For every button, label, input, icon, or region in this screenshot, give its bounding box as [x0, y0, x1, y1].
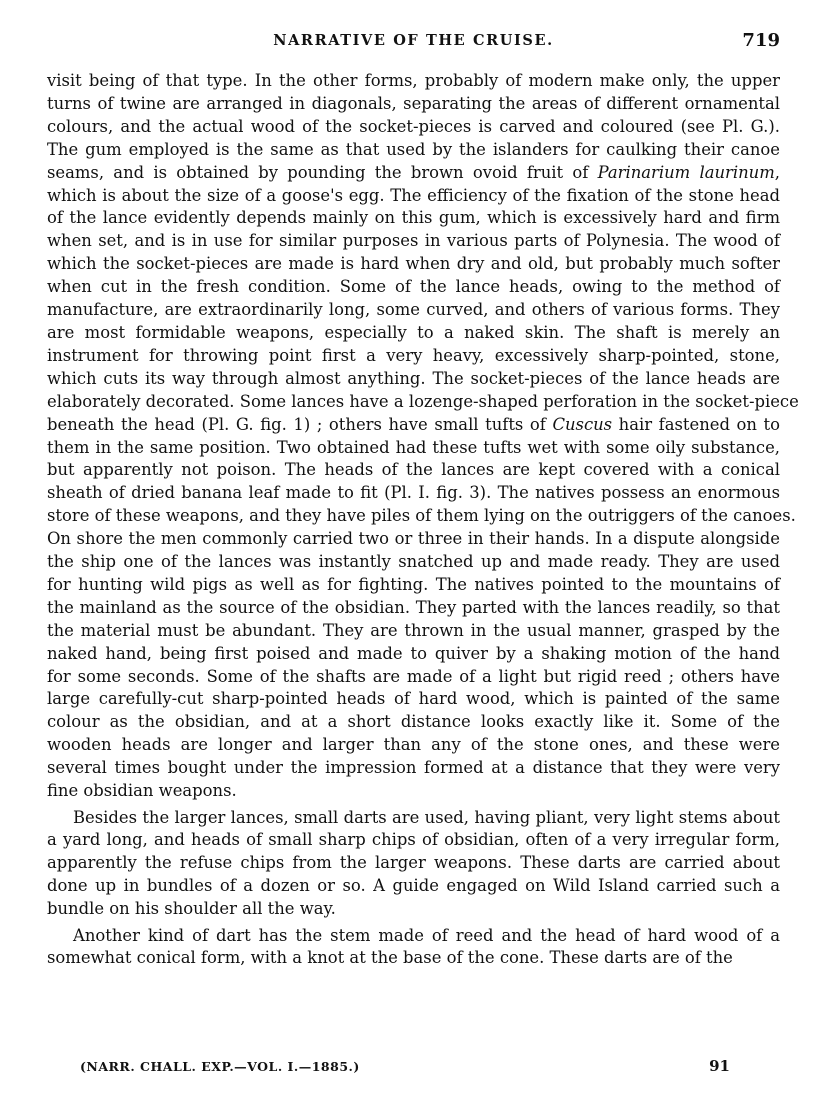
- text-line: Besides the larger lances, small darts are used, having pliant, very light stems about: [73, 807, 780, 827]
- text-line: apparently the refuse chips from the larger weapons. These darts are carried about: [47, 853, 780, 873]
- paragraph: [47, 807, 780, 922]
- text-line: large carefully-cut sharp-pointed heads of hard wood, which is painted of the same: [47, 689, 780, 709]
- body-text: [47, 70, 799, 970]
- text-line: for some seconds. Some of the shafts are made of a light but rigid reed ; others have: [47, 666, 780, 686]
- text-line: several times bought under the impression formed at a distance that they were very: [47, 758, 780, 778]
- text-line: which the socket-pieces are made is hard when dry and old, but probably much softer: [47, 254, 780, 274]
- page-footer: [80, 1057, 730, 1077]
- text-line: beneath the head (Pl. G. fig. 1) ; others have small tufts of Cuscus hair fastened on to: [47, 414, 780, 434]
- text-line: which is about the size of a goose's egg. The efficiency of the fixation of the stone head: [47, 185, 780, 205]
- text-line: naked hand, being first poised and made to quiver by a shaking motion of the hand: [47, 643, 780, 663]
- page-header: [47, 30, 780, 54]
- text-line: bundle on his shoulder all the way.: [47, 899, 336, 919]
- footer-citation: (NARR. CHALL. EXP.—VOL. I.—1885.): [80, 1059, 360, 1074]
- text-line: wooden heads are longer and larger than any of the stone ones, and these were: [47, 735, 780, 755]
- text-line: turns of twine are arranged in diagonals, separating the areas of different ornamental: [47, 93, 780, 113]
- text-line: instrument for throwing point first a very heavy, excessively sharp-pointed, stone,: [47, 345, 780, 365]
- text-line: fine obsidian weapons.: [47, 781, 237, 801]
- text-line: when set, and is in use for similar purposes in various parts of Polynesia. The wood of: [47, 231, 780, 251]
- paragraph: [47, 70, 799, 803]
- text-line: are most formidable weapons, especially to a naked skin. The shaft is merely an: [47, 322, 780, 342]
- text-line: On shore the men commonly carried two or three in their hands. In a dispute alongside: [47, 529, 780, 549]
- text-line: elaborately decorated. Some lances have a lozenge-shaped perforation in the socket-piece: [47, 391, 799, 411]
- text-line: them in the same position. Two obtained had these tufts wet with some oily substance,: [47, 437, 780, 457]
- text-line: the material must be abundant. They are thrown in the usual manner, grasped by the: [47, 620, 780, 640]
- text-line: The gum employed is the same as that used by the islanders for caulking their canoe: [47, 139, 780, 159]
- page-number: 719: [742, 30, 780, 51]
- text-line: manufacture, are extraordinarily long, some curved, and others of various forms. They: [47, 300, 780, 320]
- running-title: NARRATIVE OF THE CRUISE.: [273, 32, 554, 49]
- text-line: somewhat conical form, with a knot at the base of the cone. These darts are of the: [47, 948, 733, 968]
- text-line: the mainland as the source of the obsidian. They parted with the lances readily, so that: [47, 597, 780, 617]
- text-line: when cut in the fresh condition. Some of the lance heads, owing to the method of: [47, 277, 780, 297]
- text-line: but apparently not poison. The heads of the lances are kept covered with a conical: [47, 460, 780, 480]
- text-line: store of these weapons, and they have piles of them lying on the outriggers of the canoes.: [47, 506, 796, 526]
- text-line: seams, and is obtained by pounding the brown ovoid fruit of Parinarium laurinum,: [47, 162, 780, 182]
- text-line: a yard long, and heads of small sharp chips of obsidian, often of a very irregular form,: [47, 830, 780, 850]
- text-line: Another kind of dart has the stem made of reed and the head of hard wood of a: [73, 925, 780, 945]
- text-line: of the lance evidently depends mainly on this gum, which is excessively hard and firm: [47, 208, 780, 228]
- paragraph: [47, 925, 780, 971]
- text-line: sheath of dried banana leaf made to fit (Pl. I. fig. 3). The natives possess an enormous: [47, 483, 780, 503]
- text-line: done up in bundles of a dozen or so. A guide engaged on Wild Island carried such a: [47, 876, 780, 896]
- text-line: visit being of that type. In the other forms, probably of modern make only, the upper: [47, 71, 780, 90]
- text-line: colours, and the actual wood of the socket-pieces is carved and coloured (see Pl. G.).: [47, 116, 780, 136]
- signature-mark: 91: [709, 1057, 730, 1075]
- text-line: colour as the obsidian, and at a short distance looks exactly like it. Some of the: [47, 712, 780, 732]
- text-line: the ship one of the lances was instantly snatched up and made ready. They are used: [47, 552, 780, 572]
- text-line: for hunting wild pigs as well as for fighting. The natives pointed to the mountains of: [47, 574, 780, 594]
- text-line: which cuts its way through almost anything. The socket-pieces of the lance heads are: [47, 368, 780, 388]
